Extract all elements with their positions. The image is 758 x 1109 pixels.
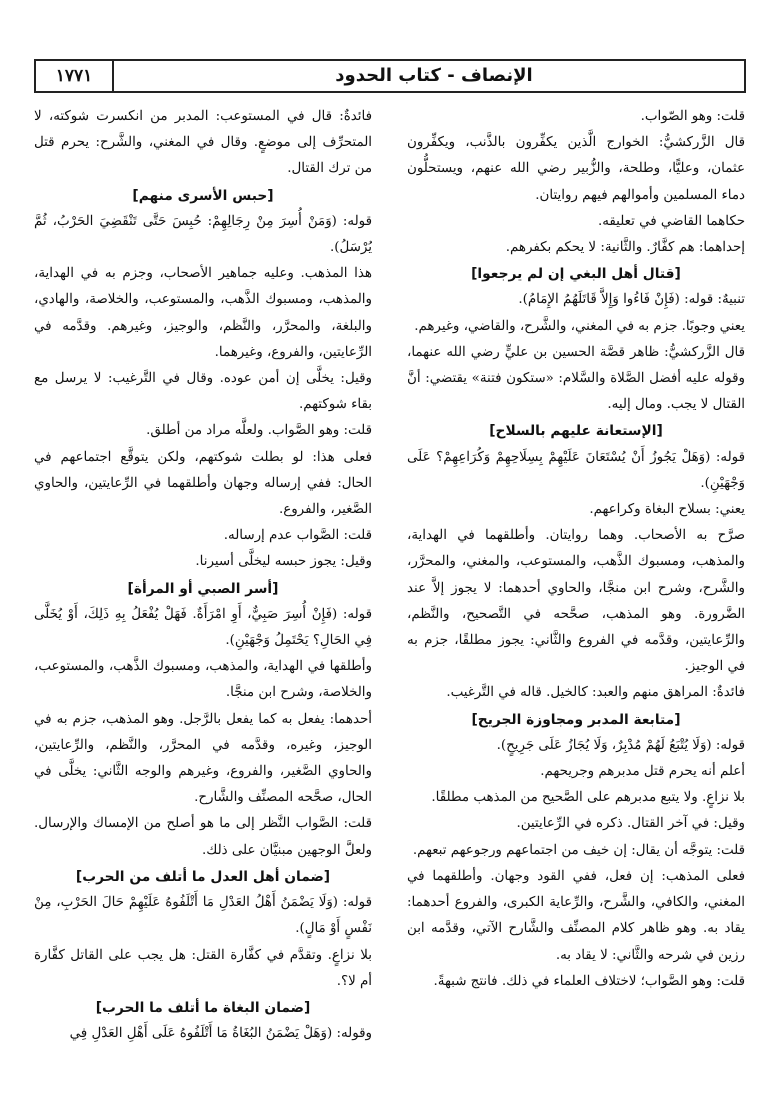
paragraph: بلا نزاعٍ. ولا يتبع مدبرهم على الصَّحيح من المذهب مطلقًا. [431, 790, 745, 806]
section-heading: [حبس الأسرى منهم] [132, 187, 274, 204]
left-column [34, 104, 372, 1104]
paragraph: قلت: وهو الصّواب. [640, 109, 745, 124]
paragraph: فائدةٌ: قال في المستوعب: المدبر من انكسرت شوكته، لا المتحرِّف إلى موضعٍ. وقال في المغني، والشَّرح: يحرم قتل من ترك القتال. [34, 109, 372, 177]
paragraph: وقوله: (وَهَلْ يَضْمَنُ البُغَاةُ مَا أَتْلَفُوهُ عَلَى أَهْلِ العَدْلِ فِي [69, 1026, 372, 1042]
paragraph: أحدهما: يفعل به كما يفعل بالرَّجل. وهو المذهب، جزم به في الوجيز، وغيره، وقدَّمه في المحرَّر، والنَّظم، والرِّعايتين، والحاوي الصَّغير، والفروع، وغيرهم والوجه الثَّاني: يخلَّى في الحال، صحَّحه المصنِّف والشَّارح. [34, 711, 372, 806]
paragraph: قوله: (وَلَا يُتْبَعُ لَهُمْ مُدْبِرٌ، وَلَا يُجَازُ عَلَى جَرِيحٍ). [496, 737, 745, 753]
paragraph: فائدةٌ: المراهق منهم والعبد: كالخيل. قاله في التَّرغيب. [446, 685, 745, 701]
paragraph: قلت: الصَّواب النَّظر إلى ما هو أصلح من الإمساك والإرسال. ولعلَّ الوجهين مبنيَّان على ذلك. [34, 816, 372, 858]
paragraph: تنبيهٌ: قوله: (فَإِنْ فَاءُوا وَإِلاَّ قَاتَلَهُمُ الإِمَامُ). [518, 292, 745, 308]
paragraph: قلت: وهو الصَّواب. ولعلَّه مراد من أطلق. [146, 423, 372, 439]
paragraph: يعني: بسلاح البغاة وكراعهم. [589, 502, 745, 518]
paragraph: حكاهما القاضي في تعليقه. [597, 213, 745, 229]
paragraph: قوله: (وَهَلْ يَجُوزُ أَنْ يُسْتَعَانَ عَلَيْهِمْ بِسِلَاحِهِمْ وَكُرَاعِهِمْ؟ عَلَى وَجْهَيْنِ). [407, 449, 745, 491]
paragraph: وأطلقها في الهداية، والمذهب، ومسبوك الذَّهب، والمستوعب، والخلاصة، وشرح ابن منجَّا. [34, 659, 372, 701]
running-title: الإنصاف - كتاب الحدود [335, 65, 533, 86]
paragraph: وقيل: يجوز حبسه ليخلَّى أسيرنا. [195, 554, 372, 570]
paragraph: هذا المذهب. وعليه جماهير الأصحاب، وجزم به في الهداية، والمذهب، ومسبوك الذَّهب، والمستوعب، والخلاصة، والهادي، والبلغة، والمحرَّر، والنَّظم، والوجيز، وغيرهم. وقدَّمه في الرِّعايتين، والفروع، وغيرهما. [34, 266, 372, 360]
paragraph: إحداهما: هم كفَّارٌ. والثَّانية: لا يحكم بكفرهم. [505, 240, 745, 256]
paragraph: قوله: (وَمَنْ أُسِرَ مِنْ رِجَالِهِمْ: حُبِسَ حَتَّى تَنْقَضِيَ الحَرْبُ، ثُمَّ يُرْسَلُ). [34, 213, 372, 256]
paragraph: قال الزَّركشيُّ: ظاهر قصَّة الحسين بن عليٍّ رضي الله عنهما، وقوله عليه أفضل الصَّلاة والسَّلام: «ستكون فتنة» يقتضي: أنَّ القتال لا يجب. ومال إليه. [407, 344, 745, 413]
section-heading: [ضمان البغاة ما أتلف ما الحرب] [95, 999, 311, 1016]
section-heading: [متابعة المدبر ومجاوزة الجريح] [471, 711, 681, 728]
paragraph: قلت: يتوجَّه أن يقال: إن خيف من اجتماعهم ورجوعهم تبعهم. [412, 842, 745, 858]
paragraph: وقيل: يخلَّى إن أمن عوده. وقال في التَّرغيب: لا يرسل مع بقاء شوكتهم. [34, 371, 372, 413]
paragraph: قال الزَّركشيُّ: الخوارج الَّذين يكفِّرون بالذَّنب، ويكفِّرون عثمان، وعليًّا، وطلحة، والزُّبير رضي الله عنهم، ويستحلُّون دماء المسلمين وأموالهم فيهم روايتان. [407, 135, 745, 203]
paragraph: وقيل: في آخر القتال. ذكره في الرِّعايتين. [516, 816, 745, 832]
paragraph: قلت: الصَّواب عدم إرساله. [223, 528, 372, 544]
section-heading: [ضمان أهل العدل ما أتلف من الحرب] [75, 868, 331, 885]
page-header [34, 59, 746, 93]
paragraph: قلت: وهو الصَّواب؛ لاختلاف العلماء في ذلك. فانتج شبهةً. [433, 973, 745, 989]
paragraph: أعلم أنه يحرم قتل مدبرهم وجريحهم. [540, 764, 745, 780]
paragraph: بلا نزاعٍ. وتقدَّم في كفَّارة القتل: هل يجب على القاتل كفَّارة أم لا؟. [34, 947, 372, 989]
page-number: ١٧٧١ [36, 61, 114, 91]
paragraph: يعني وجوبًا. جزم به في المغني، والشَّرح، والقاضي، وغيرهم. [414, 318, 745, 334]
paragraph: قوله: (فَإِنْ أُسِرَ صَبِيٌّ، أَوِ امْرَأَةٌ. فَهَلْ يُفْعَلُ بِهِ ذَلِكَ، أَوْ يُخَلَّى فِي الحَالِ؟ يَحْتَمِلُ وَجْهَيْنِ). [34, 606, 372, 649]
section-heading: [الإستعانة عليهم بالسلاح] [489, 423, 663, 440]
paragraph: صرَّح به الأصحاب. وهما روايتان. وأطلقهما في الهداية، والمذهب، ومسبوك الذَّهب، والمستوعب، والمغني، والمحرَّر، والشَّرح، وشرح ابن منجَّا، والحاوي أحدهما: لا يجوز إلاَّ عند الضَّرورة. وهو المذهب، صحَّحه في التَّصحيح، والنَّظم، والرِّعايتين، وقدَّمه في الفروع والثَّاني: يجوز مطلقًا، جزم به في الوجيز. [407, 528, 745, 675]
section-heading: [أسر الصبي أو المرأة] [127, 580, 279, 597]
right-column [407, 104, 745, 1104]
section-heading: [قتال أهل البغي إن لم يرجعوا] [471, 266, 681, 283]
paragraph: فعلى المذهب: إن فعل، ففي القود وجهان. وأطلقهما في المغني، والكافي، والشَّرح، والرِّعاية الكبرى، والفروع أحدهما: يقاد به. وهو ظاهر كلام المصنِّف والشَّارح الآتي، وقدَّمه ابن رزين في شرحه والثَّاني: لا يقاد به. [407, 868, 745, 963]
paragraph: قوله: (وَلَا يَضْمَنُ أَهْلُ العَدْلِ مَا أَتْلَفُوهُ عَلَيْهِمْ حَالَ الحَرْبِ، مِنْ نَفْسٍ أَوْ مَالٍ). [34, 895, 372, 937]
paragraph: فعلى هذا: لو بطلت شوكتهم، ولكن يتوقَّع اجتماعهم في الحال: ففي إرساله وجهان وأطلقهما في الرِّعايتين، والحاوي الصَّغير، والفروع. [34, 449, 372, 518]
